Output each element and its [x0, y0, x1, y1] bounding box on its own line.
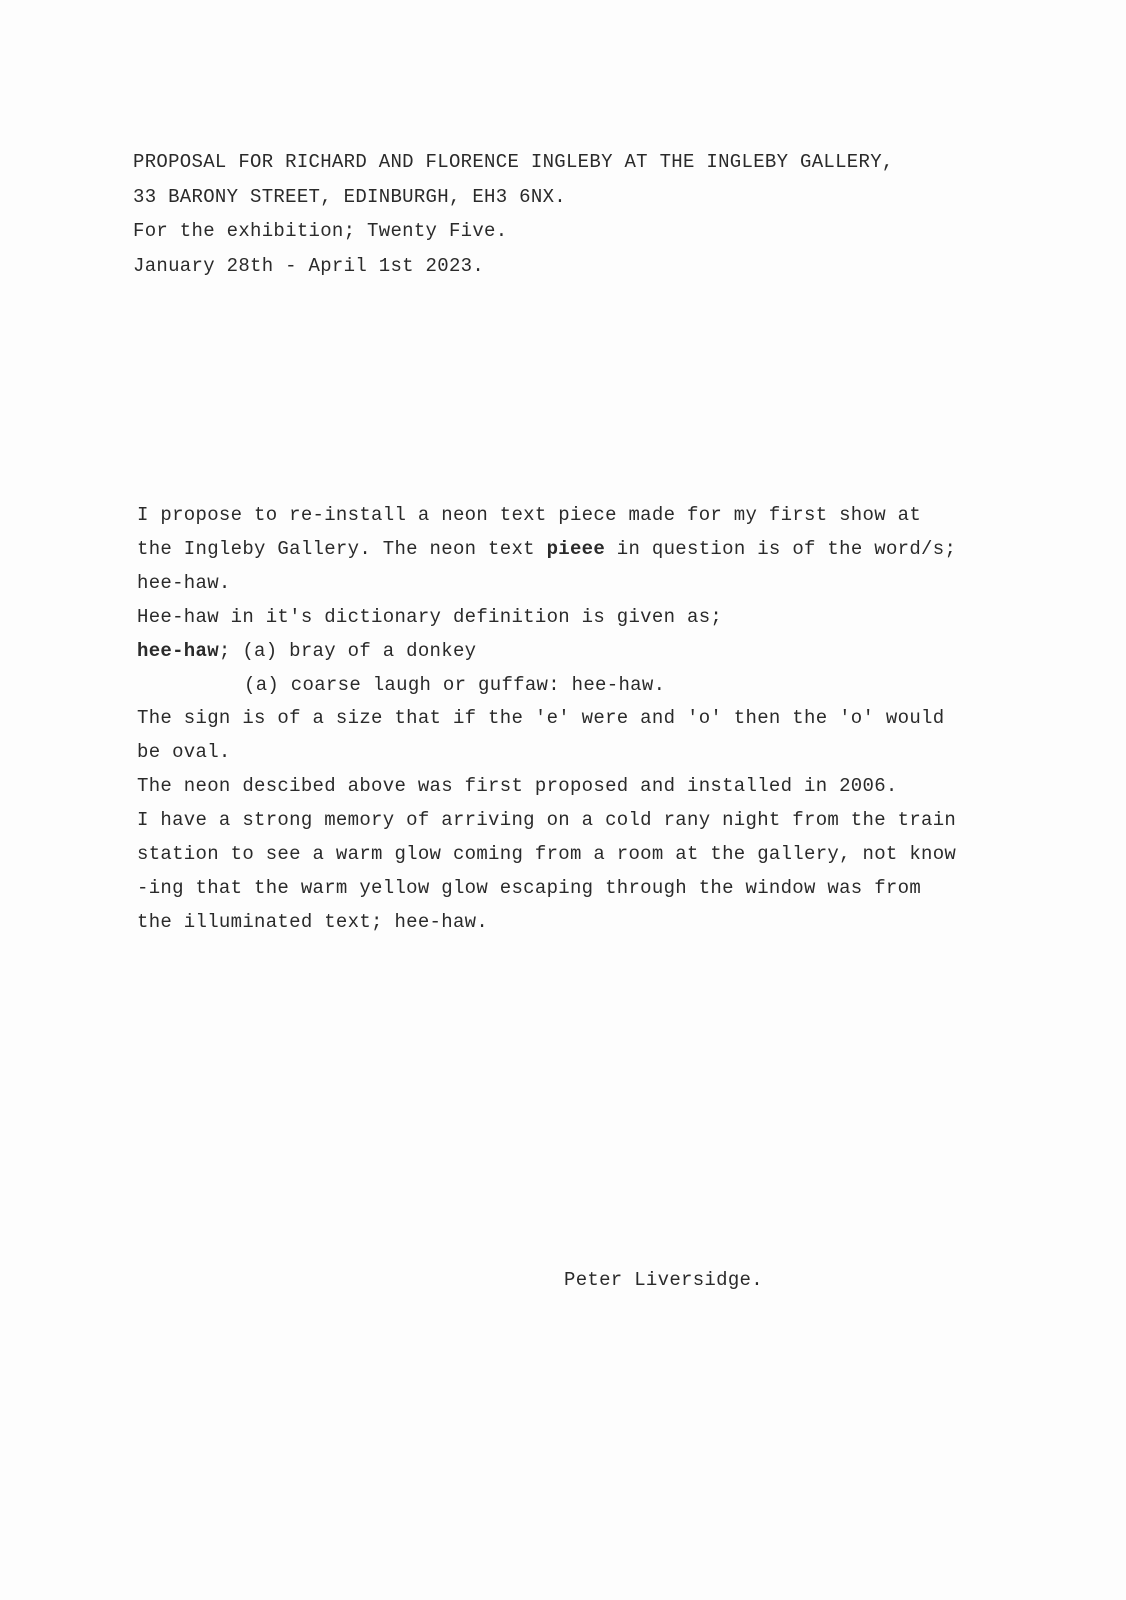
header-line-2: 33 BARONY STREET, EDINBURGH, EH3 6NX. [133, 186, 566, 208]
body-line: the illuminated text; hee-haw. [137, 911, 489, 933]
definition-line [137, 639, 476, 663]
body-line: I have a strong memory of arriving on a cold rany night from the train [137, 809, 957, 831]
body-line: hee-haw. [137, 572, 231, 594]
body-line: station to see a warm glow coming from a room at the gallery, not know [137, 843, 957, 865]
body-line: The neon descibed above was first proposed and installed in 2006. [137, 775, 898, 797]
header-line-1: PROPOSAL FOR RICHARD AND FLORENCE INGLEBY AT THE INGLEBY GALLERY, [133, 151, 894, 173]
signature: Peter Liversidge. [564, 1269, 763, 1291]
definition-term: hee-haw [137, 640, 219, 662]
body-line: be oval. [137, 741, 231, 763]
body-line: I propose to re-install a neon text piece made for my first show at [137, 504, 922, 526]
body-line: Hee-haw in it's dictionary definition is given as; [137, 606, 723, 628]
overtyped-word: pieee [546, 538, 606, 560]
header-line-3: For the exhibition; Twenty Five. [133, 220, 508, 242]
definition-text: ; (a) bray of a donkey [218, 640, 477, 662]
definition-line: (a) coarse laugh or guffaw: hee-haw. [244, 674, 666, 696]
body-line: -ing that the warm yellow glow escaping through the window was from [137, 877, 922, 899]
body-text: the Ingleby Gallery. The neon text [137, 538, 547, 560]
body-line [137, 537, 956, 561]
header-line-4: January 28th - April 1st 2023. [133, 255, 485, 277]
body-line: The sign is of a size that if the 'e' were and 'o' then the 'o' would [137, 707, 945, 729]
body-text: in question is of the word/s; [605, 538, 957, 560]
